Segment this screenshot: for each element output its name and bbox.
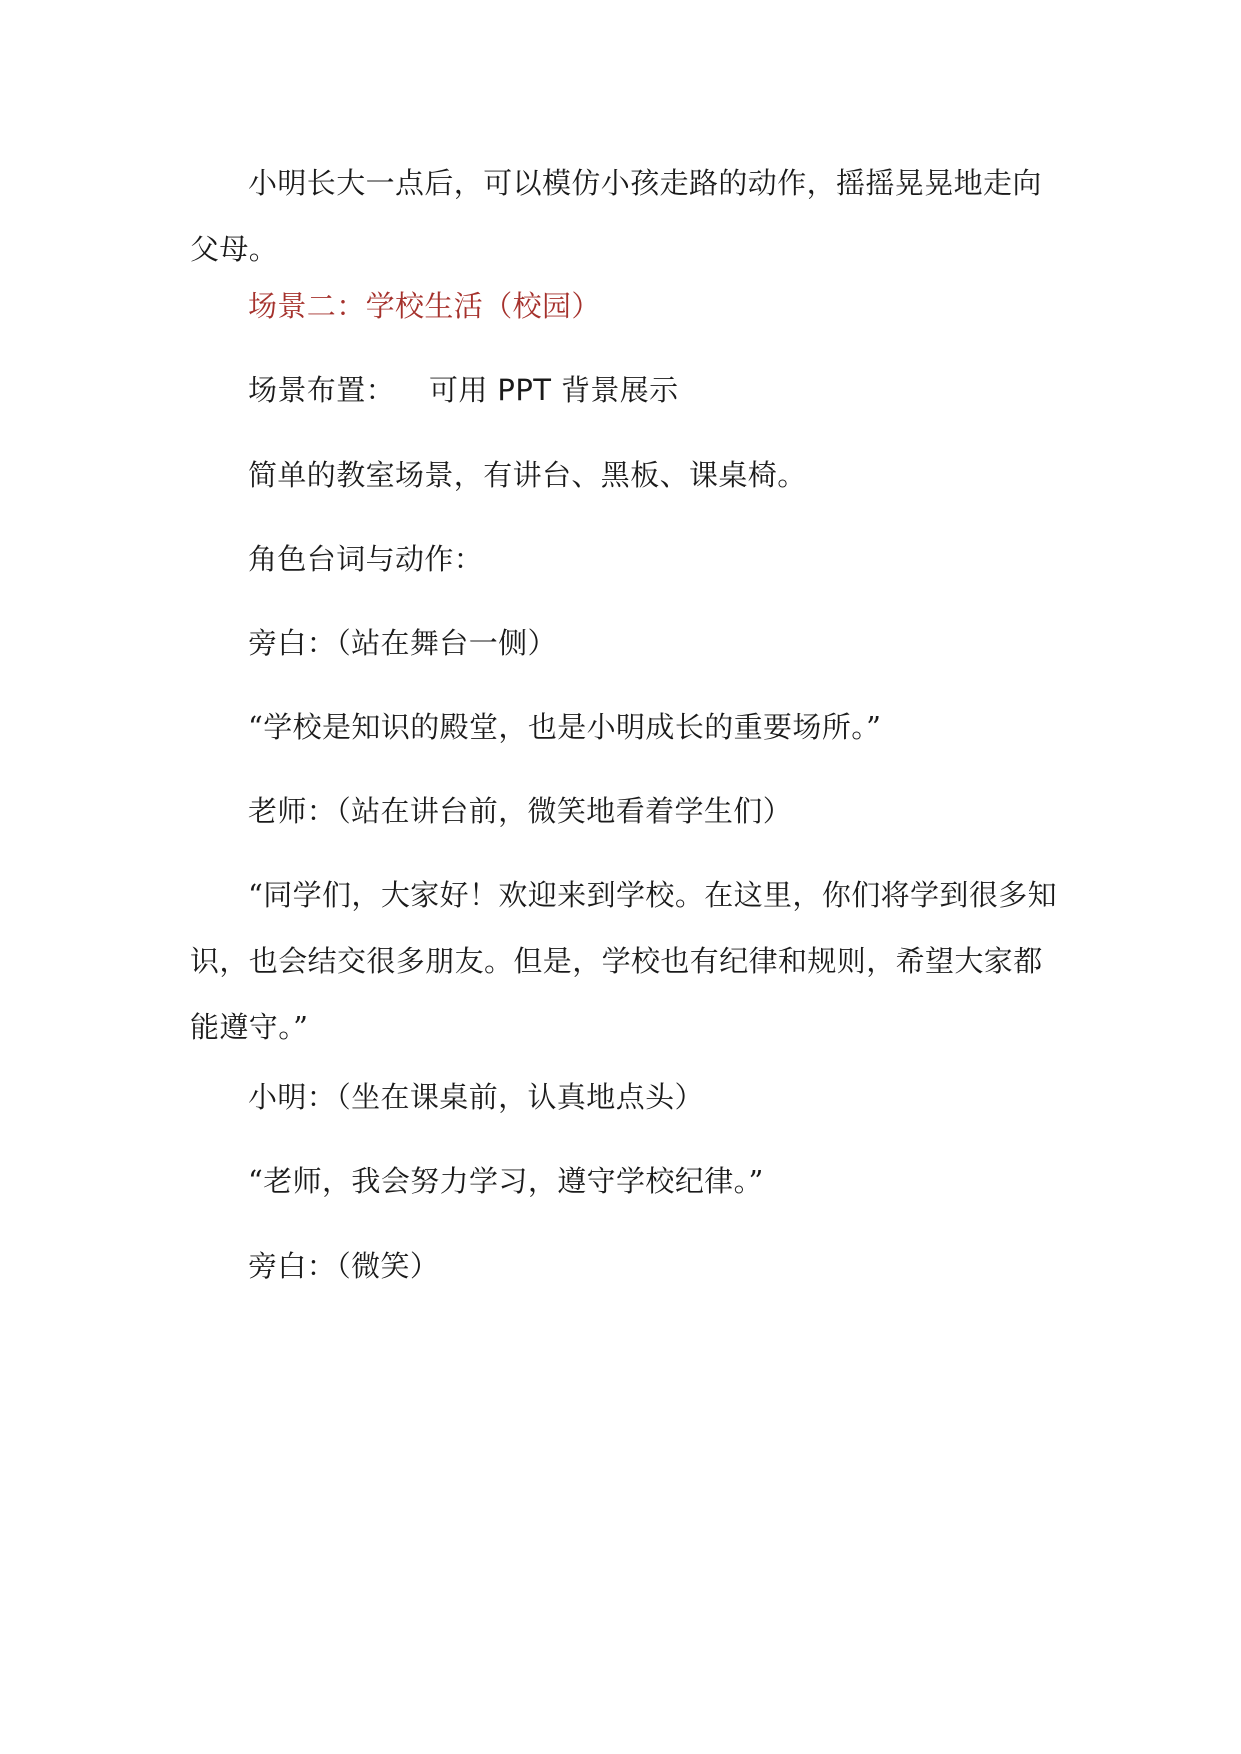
- paragraph-xiaoming-action: 小明：（坐在课桌前，认真地点头）: [248, 1080, 704, 1114]
- scene-setup-label: 场景布置：: [248, 373, 396, 407]
- scene-setup-text: 可用 PPT 背景展示: [429, 373, 679, 407]
- scene-heading: 场景二：学校生活（校园）: [248, 289, 601, 323]
- paragraph-narrative: 小明长大一点后，可以模仿小孩走路的动作，摇摇晃晃地走向父母。: [190, 166, 1042, 266]
- paragraph-teacher-action: 老师：（站在讲台前，微笑地看着学生们）: [248, 794, 793, 828]
- paragraph-xiaoming-line: “老师，我会努力学习，遵守学校纪律。”: [248, 1164, 764, 1198]
- paragraph-narrator-smile: 旁白：（微笑）: [248, 1249, 440, 1283]
- paragraph-narrator-line: “学校是知识的殿堂，也是小明成长的重要场所。”: [248, 710, 882, 744]
- paragraph-roles-heading: 角色台词与动作：: [248, 542, 484, 576]
- paragraph-scene-setup: [190, 357, 1058, 423]
- paragraph-teacher-line: “同学们，大家好！欢迎来到学校。在这里，你们将学到很多知识，也会结交很多朋友。但是，学校也有纪律和规则，希望大家都能遵守。”: [190, 878, 1058, 1044]
- paragraph-narrator-action: 旁白：（站在舞台一侧）: [248, 626, 557, 660]
- paragraph-classroom: 简单的教室场景，有讲台、黑板、课桌椅。: [248, 458, 807, 492]
